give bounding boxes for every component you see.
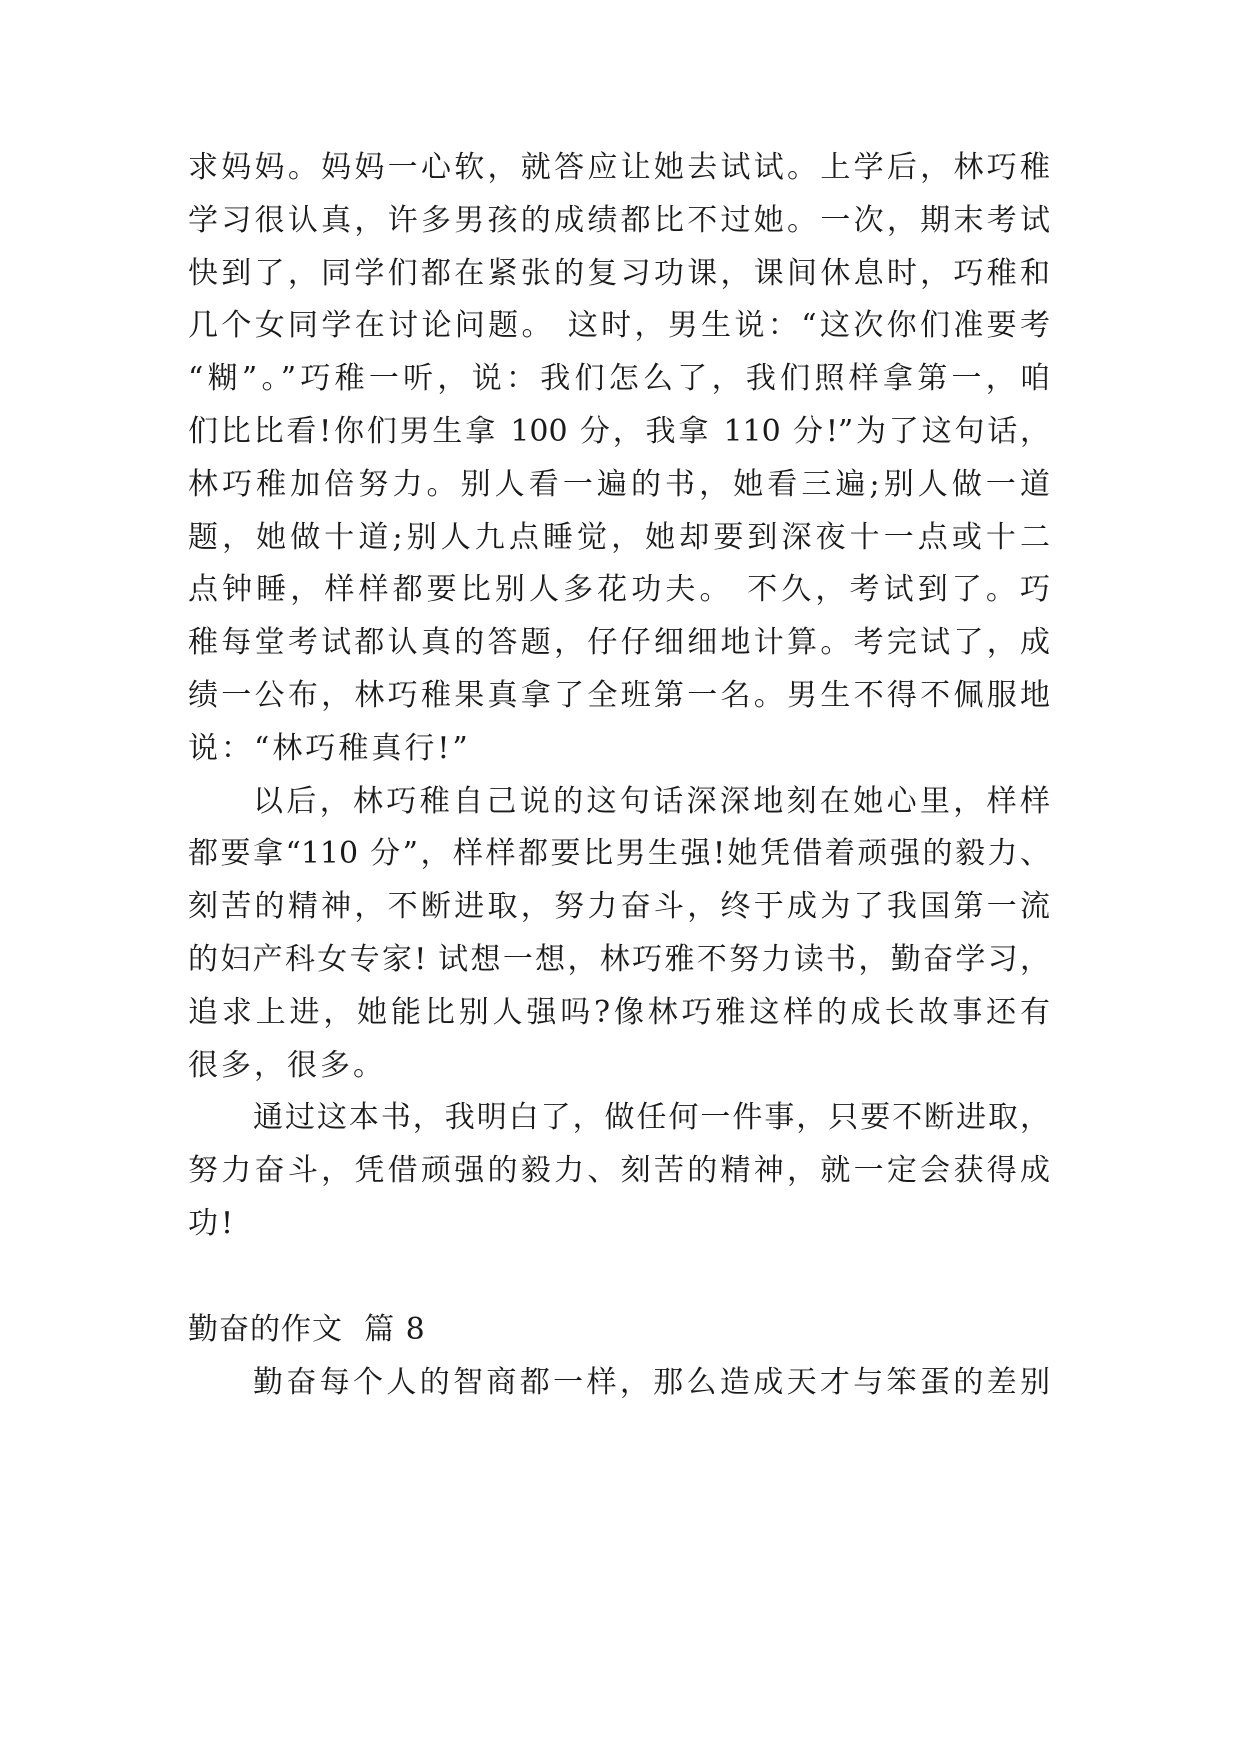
text-line: 追求上进，她能比别人强吗?像林巧雅这样的成长故事还有	[188, 995, 1050, 1030]
text-line: “糊”。”巧稚一听，说：我们怎么了，我们照样拿第一，咱	[188, 361, 1050, 396]
text-line: 以后，林巧稚自己说的这句话深深地刻在她心里，样样	[253, 784, 1050, 819]
text-line: 林巧稚加倍努力。别人看一遍的书，她看三遍;别人做一道	[188, 467, 1050, 502]
text-line: 努力奋斗，凭借顽强的毅力、刻苦的精神，就一定会获得成	[188, 1153, 1050, 1188]
text-line: 刻苦的精神，不断进取，努力奋斗，终于成为了我国第一流	[188, 889, 1050, 924]
text-line: 通过这本书，我明白了，做任何一件事，只要不断进取，	[253, 1100, 1050, 1135]
text-line: 学习很认真，许多男孩的成绩都比不过她。一次，期末考试	[188, 203, 1050, 238]
text-line: 说：“林巧稚真行!”	[188, 731, 471, 766]
text-line: 求妈妈。妈妈一心软，就答应让她去试试。上学后，林巧稚	[188, 150, 1050, 185]
text-line: 稚每堂考试都认真的答题，仔仔细细地计算。考完试了，成	[188, 625, 1050, 660]
text-line: 都要拿“110 分”，样样都要比男生强!她凭借着顽强的毅力、	[188, 836, 1050, 871]
text-line: 功!	[188, 1206, 237, 1241]
text-line: 点钟睡，样样都要比别人多花功夫。 不久，考试到了。巧	[188, 572, 1050, 607]
text-line: 快到了，同学们都在紧张的复习功课，课间休息时，巧稚和	[188, 256, 1050, 291]
section-heading: 勤奋的作文 篇 8	[188, 1312, 426, 1347]
text-line: 很多，很多。	[188, 1048, 386, 1083]
text-line: 题，她做十道;别人九点睡觉，她却要到深夜十一点或十二	[188, 520, 1050, 555]
text-line: 们比比看!你们男生拿 100 分，我拿 110 分!”为了这句话，	[188, 414, 1050, 449]
text-line: 几个女同学在讨论问题。 这时，男生说：“这次你们准要考	[188, 308, 1050, 343]
text-line: 勤奋每个人的智商都一样，那么造成天才与笨蛋的差别	[253, 1365, 1050, 1400]
text-line: 绩一公布，林巧稚果真拿了全班第一名。男生不得不佩服地	[188, 678, 1050, 713]
text-line: 的妇产科女专家! 试想一想，林巧雅不努力读书，勤奋学习，	[188, 942, 1050, 977]
